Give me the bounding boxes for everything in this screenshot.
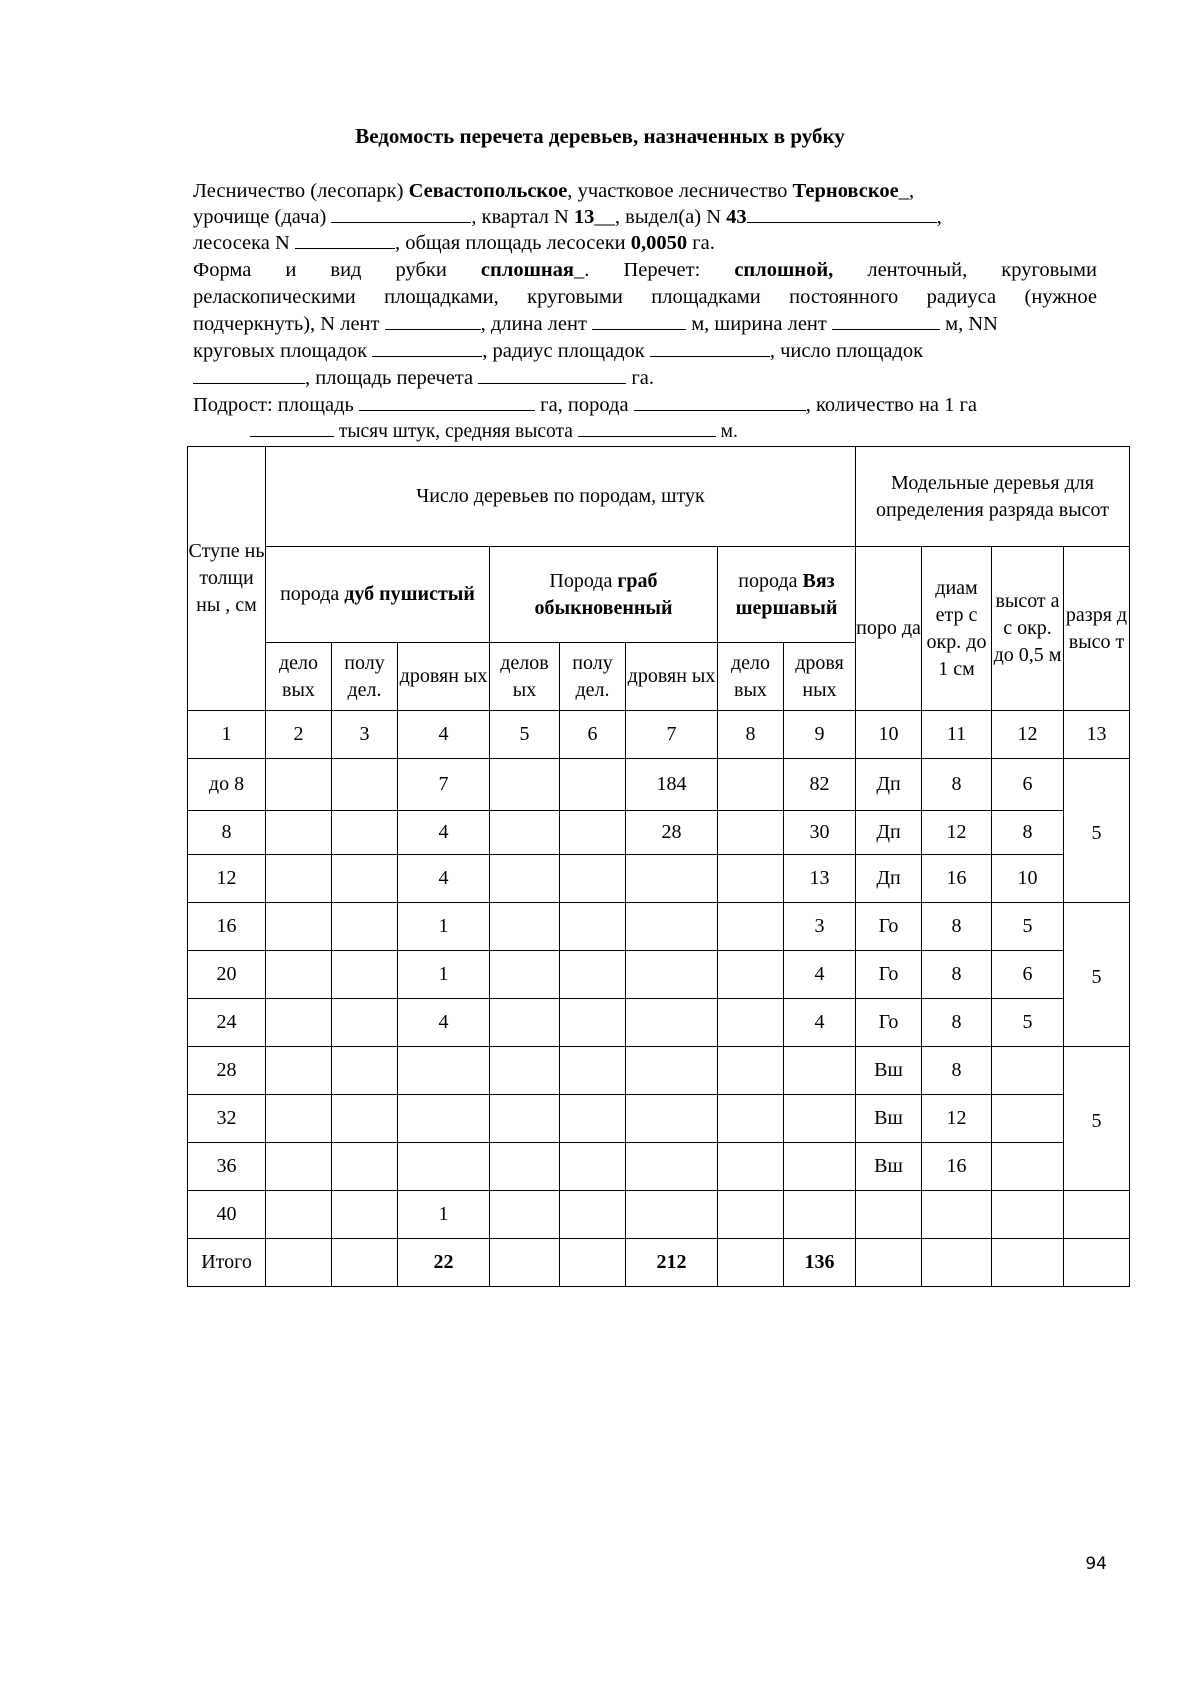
table-cell — [398, 1143, 490, 1191]
table-cell — [490, 999, 560, 1047]
table-cell — [490, 903, 560, 951]
header-species-elm: порода Вяз шершавый — [718, 547, 856, 643]
table-cell — [992, 1047, 1064, 1095]
column-number: 11 — [922, 711, 992, 759]
table-cell: 6 — [992, 759, 1064, 811]
column-number: 7 — [626, 711, 718, 759]
table-cell: 8 — [922, 903, 992, 951]
subheader-cell: дело вых — [718, 643, 784, 711]
column-number: 13 — [1064, 711, 1130, 759]
table-cell — [490, 1047, 560, 1095]
table-row — [188, 855, 1130, 903]
table-row — [188, 1095, 1130, 1143]
form-line-forestry: Лесничество (лесопарк) Севастопольское, участковое лесничество Терновское_, — [193, 180, 915, 202]
subheader-cell: полу дел. — [332, 643, 398, 711]
table-cell — [490, 951, 560, 999]
table-cell: 5 — [992, 999, 1064, 1047]
table-cell — [332, 999, 398, 1047]
table-cell: 28 — [626, 811, 718, 855]
table-row — [188, 1047, 1130, 1095]
table-cell — [490, 811, 560, 855]
form-line-tract: урочище (дача) , квартал N 13__, выдел(а) N 43 , — [193, 206, 942, 228]
column-number: 6 — [560, 711, 626, 759]
total-label: Итого — [188, 1239, 266, 1287]
thickness-step-cell: до 8 — [188, 759, 266, 811]
total-cell — [992, 1239, 1064, 1287]
total-cell — [266, 1239, 332, 1287]
table-cell — [626, 1191, 718, 1239]
table-cell — [718, 1047, 784, 1095]
form-line-plots: реласкопическими площадками, круговыми площадками постоянного радиуса (нужное — [193, 286, 1097, 308]
total-cell — [856, 1239, 922, 1287]
column-number: 3 — [332, 711, 398, 759]
table-cell — [992, 1095, 1064, 1143]
table-cell: 8 — [922, 951, 992, 999]
table-cell — [332, 1047, 398, 1095]
column-number: 12 — [992, 711, 1064, 759]
table-cell — [718, 999, 784, 1047]
table-cell — [626, 951, 718, 999]
table-cell — [992, 1143, 1064, 1191]
table-cell — [718, 811, 784, 855]
document-title: Ведомость перечета деревьев, назначенных в рубку — [355, 124, 845, 148]
height-class-cell: 5 — [1064, 759, 1130, 903]
thickness-step-cell: 24 — [188, 999, 266, 1047]
table-cell — [784, 1047, 856, 1095]
table-cell — [626, 1143, 718, 1191]
table-cell — [718, 759, 784, 811]
total-cell — [922, 1239, 992, 1287]
column-number-row — [188, 711, 1130, 759]
header-species-hornbeam: Порода граб обыкновенный — [490, 547, 718, 643]
total-cell — [332, 1239, 398, 1287]
table-cell: 8 — [922, 999, 992, 1047]
header-model-species: поро да — [856, 547, 922, 711]
thickness-step-cell: 8 — [188, 811, 266, 855]
table-row — [188, 999, 1130, 1047]
table-row — [188, 951, 1130, 999]
table-cell — [266, 951, 332, 999]
table-cell — [266, 855, 332, 903]
table-cell — [626, 855, 718, 903]
page-number: 94 — [1085, 1554, 1107, 1574]
table-cell — [784, 1191, 856, 1239]
header-model-trees: Модельные деревья для определения разряда высот — [856, 447, 1130, 547]
table-cell: 184 — [626, 759, 718, 811]
form-line-cutting-area: лесосека N , общая площадь лесосеки 0,0050 га. — [193, 232, 715, 254]
table-cell — [266, 1095, 332, 1143]
table-cell — [266, 903, 332, 951]
table-cell: Вш — [856, 1095, 922, 1143]
table-cell — [490, 1143, 560, 1191]
table-cell — [332, 1143, 398, 1191]
table-cell — [718, 903, 784, 951]
total-row — [188, 1239, 1130, 1287]
table-cell — [560, 759, 626, 811]
table-cell: 30 — [784, 811, 856, 855]
table-cell — [856, 1191, 922, 1239]
table-cell: 3 — [784, 903, 856, 951]
header-species-oak: порода дуб пушистый — [266, 547, 490, 643]
thickness-step-cell: 40 — [188, 1191, 266, 1239]
table-cell: Дп — [856, 811, 922, 855]
table-cell — [718, 951, 784, 999]
table-cell: 5 — [992, 903, 1064, 951]
table-cell — [922, 1191, 992, 1239]
table-cell — [332, 903, 398, 951]
table-cell: 1 — [398, 903, 490, 951]
header-model-height: высот а с окр. до 0,5 м — [992, 547, 1064, 711]
table-cell — [490, 759, 560, 811]
table-cell: 1 — [398, 951, 490, 999]
form-line-count-area: , площадь перечета га. — [193, 365, 1097, 391]
table-cell — [718, 1191, 784, 1239]
table-cell: 6 — [992, 951, 1064, 999]
table-cell: 4 — [784, 951, 856, 999]
table-cell — [784, 1143, 856, 1191]
column-number: 8 — [718, 711, 784, 759]
table-cell — [718, 1095, 784, 1143]
table-cell: 8 — [992, 811, 1064, 855]
table-cell — [266, 1143, 332, 1191]
table-cell — [560, 951, 626, 999]
header-model-height-class: разря д высо т — [1064, 547, 1130, 711]
tree-count-table — [187, 446, 1130, 1287]
table-cell: 8 — [922, 1047, 992, 1095]
table-cell — [626, 903, 718, 951]
form-line-undergrowth: Подрост: площадь га, порода , количество на 1 га — [193, 394, 978, 416]
table-cell — [992, 1191, 1064, 1239]
table-cell — [784, 1095, 856, 1143]
total-cell: 22 — [398, 1239, 490, 1287]
column-number: 2 — [266, 711, 332, 759]
form-line-strips: подчеркнуть), N лент , длина лент м, ширина лент м, NN — [193, 313, 998, 335]
table-cell: 1 — [398, 1191, 490, 1239]
thickness-step-cell: 16 — [188, 903, 266, 951]
table-cell: Вш — [856, 1143, 922, 1191]
table-cell — [560, 903, 626, 951]
table-cell: Го — [856, 903, 922, 951]
total-cell — [560, 1239, 626, 1287]
header-tree-count: Число деревьев по породам, штук — [266, 447, 856, 547]
total-cell — [1064, 1239, 1130, 1287]
form-line-undergrowth-height: тысяч штук, средняя высота м. — [250, 419, 1154, 445]
table-cell — [332, 855, 398, 903]
table-cell — [560, 1191, 626, 1239]
table-cell — [266, 1047, 332, 1095]
table-cell: Го — [856, 999, 922, 1047]
table-cell: 13 — [784, 855, 856, 903]
table-row — [188, 1191, 1130, 1239]
table-cell: 10 — [992, 855, 1064, 903]
table-cell — [398, 1095, 490, 1143]
table-cell: 4 — [398, 999, 490, 1047]
table-cell: 12 — [922, 1095, 992, 1143]
height-class-cell: 5 — [1064, 903, 1130, 1047]
table-cell — [560, 811, 626, 855]
total-cell — [490, 1239, 560, 1287]
column-number: 4 — [398, 711, 490, 759]
table-cell: 7 — [398, 759, 490, 811]
table-cell — [490, 1095, 560, 1143]
header-thickness-step: Ступе нь толщи ны , см — [188, 447, 266, 711]
column-number: 9 — [784, 711, 856, 759]
table-cell: 12 — [922, 811, 992, 855]
form-line-felling-type: Форма и вид рубки сплошная_. Перечет: сплошной, ленточный, круговыми — [193, 259, 1097, 281]
table-cell — [266, 811, 332, 855]
table-cell: 16 — [922, 855, 992, 903]
table-row — [188, 903, 1130, 951]
thickness-step-cell: 36 — [188, 1143, 266, 1191]
height-class-cell — [1064, 1191, 1130, 1239]
table-cell — [398, 1047, 490, 1095]
subheader-cell: полу дел. — [560, 643, 626, 711]
table-cell — [266, 1191, 332, 1239]
form-line-circular-plots: круговых площадок , радиус площадок , число площадок — [193, 340, 924, 362]
table-cell: 4 — [398, 811, 490, 855]
table-cell — [332, 759, 398, 811]
table-cell — [560, 999, 626, 1047]
subheader-cell: делов ых — [490, 643, 560, 711]
table-cell — [560, 1047, 626, 1095]
total-cell: 212 — [626, 1239, 718, 1287]
subheader-cell: дровя ных — [784, 643, 856, 711]
table-cell — [626, 1095, 718, 1143]
table-cell — [626, 1047, 718, 1095]
subheader-cell: дело вых — [266, 643, 332, 711]
thickness-step-cell: 28 — [188, 1047, 266, 1095]
thickness-step-cell: 32 — [188, 1095, 266, 1143]
header-model-diameter: диам етр с окр. до 1 см — [922, 547, 992, 711]
thickness-step-cell: 12 — [188, 855, 266, 903]
total-cell: 136 — [784, 1239, 856, 1287]
table-cell: Дп — [856, 759, 922, 811]
table-cell: Го — [856, 951, 922, 999]
table-cell — [490, 1191, 560, 1239]
table-cell — [560, 1095, 626, 1143]
table-cell — [626, 999, 718, 1047]
table-cell — [490, 855, 560, 903]
table-cell — [266, 759, 332, 811]
table-cell: Дп — [856, 855, 922, 903]
table-cell — [718, 855, 784, 903]
table-row — [188, 811, 1130, 855]
column-number: 1 — [188, 711, 266, 759]
total-cell — [718, 1239, 784, 1287]
table-cell: 8 — [922, 759, 992, 811]
table-row — [188, 1143, 1130, 1191]
table-cell — [718, 1143, 784, 1191]
subheader-cell: дровян ых — [626, 643, 718, 711]
thickness-step-cell: 20 — [188, 951, 266, 999]
height-class-cell: 5 — [1064, 1047, 1130, 1191]
table-cell — [332, 951, 398, 999]
table-cell: 4 — [398, 855, 490, 903]
table-cell: 4 — [784, 999, 856, 1047]
table-cell: 16 — [922, 1143, 992, 1191]
table-cell: Вш — [856, 1047, 922, 1095]
table-row — [188, 759, 1130, 811]
table-cell — [560, 855, 626, 903]
table-cell: 82 — [784, 759, 856, 811]
table-cell — [332, 811, 398, 855]
column-number: 5 — [490, 711, 560, 759]
table-cell — [332, 1191, 398, 1239]
table-cell — [266, 999, 332, 1047]
column-number: 10 — [856, 711, 922, 759]
subheader-cell: дровян ых — [398, 643, 490, 711]
table-cell — [560, 1143, 626, 1191]
table-cell — [332, 1095, 398, 1143]
